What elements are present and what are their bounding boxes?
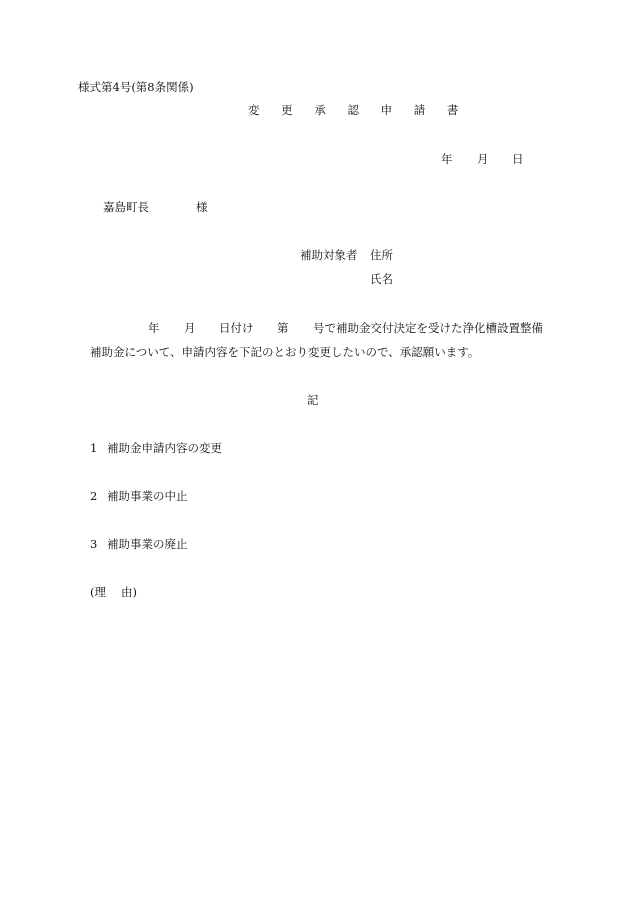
item-number: 3 bbox=[90, 537, 98, 551]
date-day: 日 bbox=[512, 152, 524, 166]
item-text: 補助金申請内容の変更 bbox=[107, 441, 222, 455]
date-month: 月 bbox=[477, 152, 489, 166]
body-number-prefix: 第 bbox=[277, 321, 289, 335]
ki-heading: 記 bbox=[307, 393, 319, 407]
document-title: 変 更 承 認 申 請 書 bbox=[248, 103, 468, 117]
name-label: 氏名 bbox=[370, 272, 393, 286]
item-number: 2 bbox=[90, 489, 98, 503]
body-month: 月 bbox=[184, 321, 196, 335]
reason-open: (理 bbox=[90, 585, 106, 599]
form-number: 様式第4号(第8条関係) bbox=[78, 80, 194, 94]
date-year: 年 bbox=[441, 152, 453, 166]
addressee-honorific: 様 bbox=[196, 200, 208, 214]
body-day-dated: 日付け bbox=[219, 321, 254, 335]
body-line2: 補助金について、申請内容を下記のとおり変更したいので、承認願います。 bbox=[90, 345, 480, 359]
item-text: 補助事業の中止 bbox=[107, 489, 188, 503]
applicant-label: 補助対象者 bbox=[300, 248, 358, 262]
body-line1-rest: 号で補助金交付決定を受けた浄化槽設置整備 bbox=[313, 321, 543, 335]
item-text: 補助事業の廃止 bbox=[107, 537, 188, 551]
reason-close: 由) bbox=[121, 585, 137, 599]
address-label: 住所 bbox=[370, 248, 393, 262]
addressee-name: 嘉島町長 bbox=[103, 200, 149, 214]
body-year: 年 bbox=[148, 321, 160, 335]
item-number: 1 bbox=[90, 441, 98, 455]
